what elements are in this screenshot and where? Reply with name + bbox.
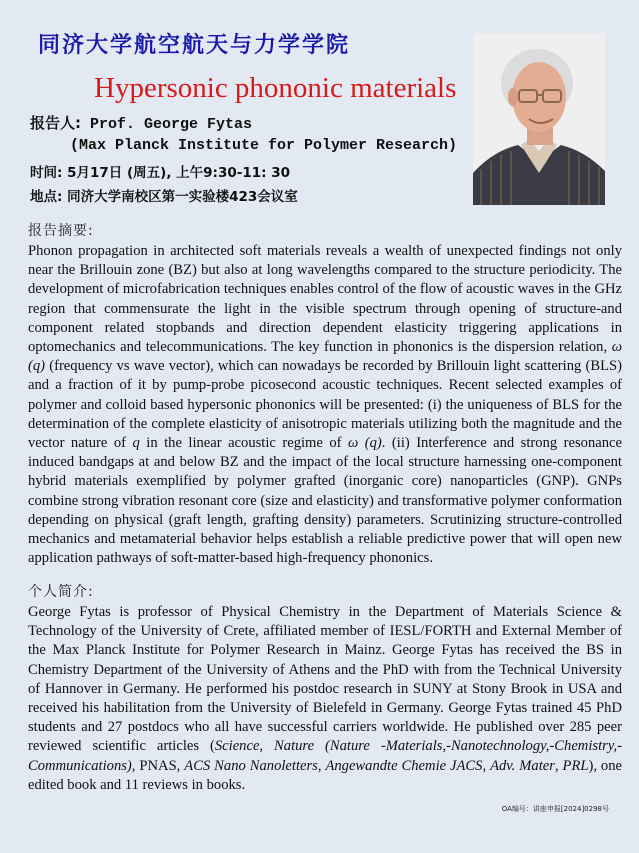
bio-sep-2: , PNAS, — [131, 757, 185, 774]
bio-journal-science: Science — [214, 738, 260, 755]
abstract-omega-1: ω (q) — [28, 339, 622, 375]
abstract-part-4: . (ii) Interference and strong resonance induced bandgaps at and below BZ and the impact of the local structure harnessing one-component hybrid materials exemplified by polymer grafted (inorganic core) nanoparticles (GNP). GNPs combine strong vibration resonant core (size and elasticity) and transformative polymer conformation depending on physical (graft length, grafting density) parameters. Scrutinizing structure-controlled mechanics and metamaterial behavior helps establish a reliable predictive power that will open new application pathways of soft-matter-based high-frequency phononics. — [28, 435, 622, 567]
talk-title: Hypersonic phononic materials — [94, 72, 457, 104]
header-school-title: 同济大学航空航天与力学学院 — [38, 33, 351, 58]
place-label: 地点: — [30, 189, 63, 205]
abstract-heading: 报告摘要: — [28, 223, 94, 239]
bio-part-1: George Fytas is professor of Physical Chemistry in the Department of Materials Science & Technology of the University of Crete, affiliated member of IESL/FORTH and External Member of the Max Planck Institute for Polymer Research in Mainz. George Fytas has received the BS in Chemistry Department of the University of Athens and the PhD with from the Technical University of Hannover in Germany. He performed his postdoc research in SUNY at Stony Brook in USA and received his habilitation from the University of Bielefeld in Germany. George Fytas trained 45 PhD students and 27 postdocs who all have successful carriers worldwide. He published over 285 peer reviewed scientific articles ( — [28, 604, 622, 755]
time-label: 时间: — [30, 165, 63, 181]
time-value: 5月17日 (周五), 上午9:30-11: 30 — [62, 165, 291, 181]
time-row — [30, 161, 290, 181]
bio-sep-5: , — [554, 757, 563, 774]
bio-sep-4: , — [482, 757, 491, 774]
abstract-part-3: in the linear acoustic regime of — [139, 435, 348, 452]
bio-text — [28, 603, 622, 795]
speaker-row — [30, 112, 252, 133]
bio-part-2: ), one edited book and 11 reviews in books. — [28, 757, 623, 793]
abstract-part-2: (frequency vs wave vector), which can nowadays be recorded by Brillouin light scattering (BLS) and a fraction of it by pump-probe picosecond acoustic techniques. Recent selected examples of polymer and colloid based hypersonic phononics will be presented: (i) the uniqueness of BLS for the determination of the complete elasticity of anisotropic materials utilizing both the magnitude and the vector nature of — [28, 358, 622, 452]
abstract-omega-2: ω (q) — [347, 435, 382, 452]
bio-journal-acs: ACS Nano Nanoletters — [184, 757, 318, 774]
speaker-photo — [473, 33, 605, 205]
bio-heading: 个人简介: — [28, 584, 94, 600]
abstract-part-1: Phonon propagation in architected soft materials reveals a wealth of unexpected findings not only near the Brillouin zone (BZ) but also at long wavelengths compared to the structure periodicity. The development of microfabrication techniques enables control of the flow of acoustic waves in the GHz region that commensurate the light in the visible spectrum through opening of structure-and component related stopbands and direction dependent elasticity triggering applications in optomechanics and telecommunications. The key function in phononics is the dispersion relation, — [28, 243, 622, 356]
place-value: 同济大学南校区第一实验楼423会议室 — [62, 189, 298, 205]
bio-sep-3: , — [317, 757, 326, 774]
abstract-q: q — [132, 435, 140, 452]
bio-journal-advmater: Adv. Mater — [490, 757, 555, 774]
speaker-name: Prof. George Fytas — [81, 116, 253, 133]
bio-sep-1: , — [259, 738, 275, 755]
bio-journal-nature: Nature (Nature -Materials,-Nanotechnology,-Chemistry,-Communications) — [28, 738, 622, 774]
speaker-affiliation: (Max Planck Institute for Polymer Research) — [70, 137, 458, 154]
speaker-label: 报告人: — [30, 114, 81, 132]
bio-journal-angew: Angewandte Chemie JACS — [325, 757, 483, 774]
oa-number: OA编号：讲座申报[2024]0298号 — [501, 805, 609, 813]
place-row — [30, 185, 298, 205]
abstract-text — [28, 242, 622, 568]
bio-journal-prl: PRL — [562, 757, 589, 774]
